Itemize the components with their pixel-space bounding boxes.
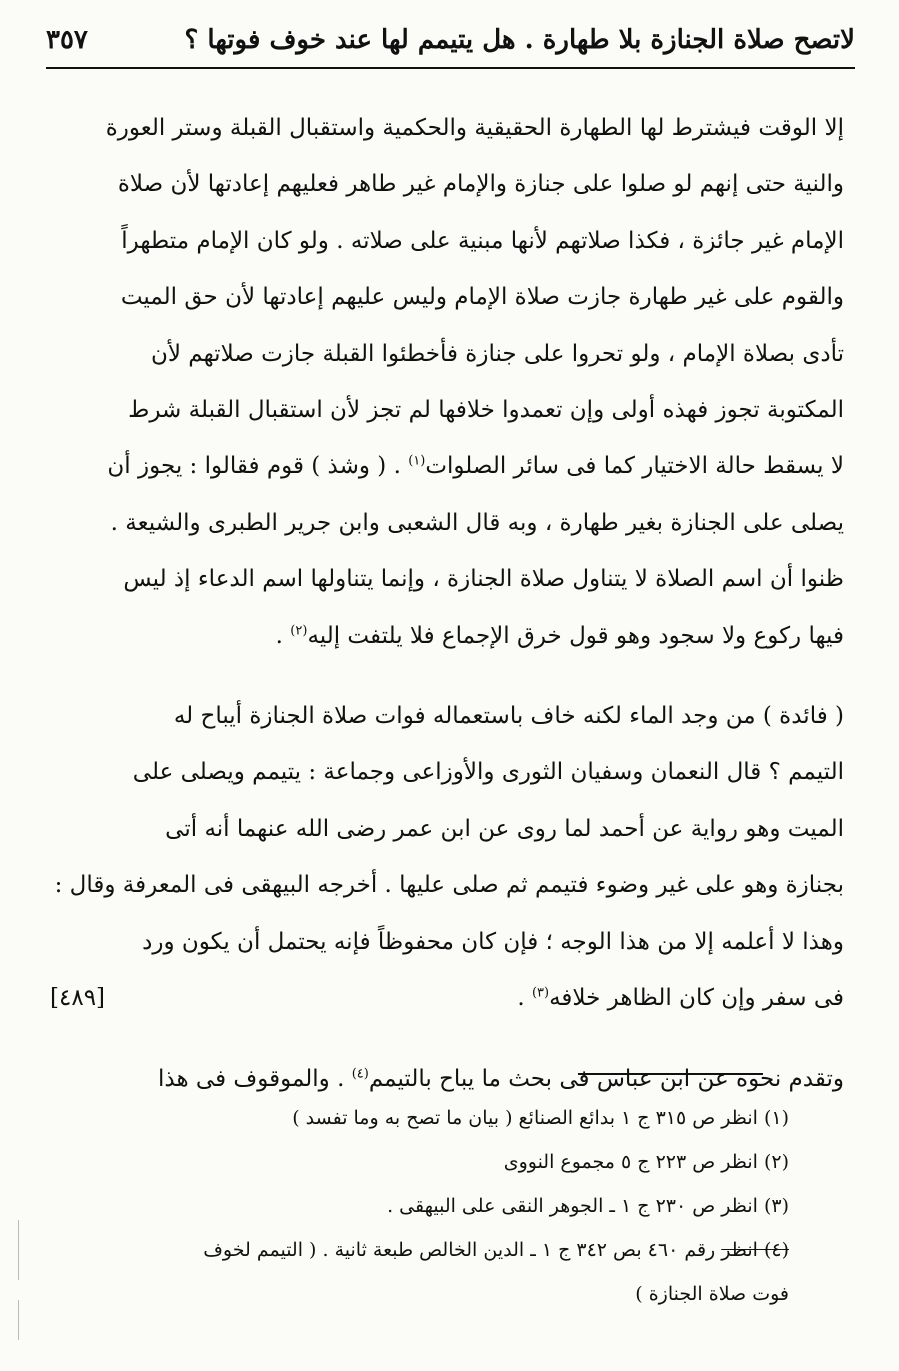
text-line: الميت وهو رواية عن أحمد لما روى عن ابن عمر رضى الله عنهما أنه أتى xyxy=(165,815,844,842)
footnote-ref: (٤) xyxy=(351,1065,369,1081)
text-segment: لا يسقط حالة الاختيار كما فى سائر الصلوات xyxy=(425,453,844,480)
footnote-ref: (٣) xyxy=(531,985,550,1001)
text-line: التيمم ؟ قال النعمان وسفيان الثورى والأوزاعى وجماعة : يتيمم ويصلى على xyxy=(132,759,844,786)
text-segment: وتقدم نحوه عن ابن عباس فى بحث ما يباح بالتيمم xyxy=(368,1065,844,1092)
running-title: لاتصح صلاة الجنازة بلا طهارة . هل يتيمم لها عند خوف فوتها ؟ xyxy=(184,25,855,55)
text-line: ( فائدة ) من وجد الماء لكنه خاف باستعماله فوات صلاة الجنازة أيباح له xyxy=(173,703,844,730)
text-segment: . xyxy=(517,985,532,1012)
footnote: (٣) انظر ص ٢٣٠ ج ١ ـ الجوهر النقى على البيهقى . xyxy=(387,1195,789,1217)
scan-edge-mark xyxy=(18,1220,19,1280)
text-line: الإمام غير جائزة ، فكذا صلاتهم لأنها مبنية على صلاته . ولو كان الإمام متطهراً xyxy=(121,227,844,254)
text-segment: . xyxy=(275,622,291,649)
scan-edge-mark xyxy=(18,1300,19,1340)
text-line: بجنازة وهو على غير وضوء فتيمم ثم صلى عليها . أخرجه البيهقى فى المعرفة وقال : xyxy=(54,872,844,899)
text-segment: رقم ٤٦٠ بص ٣٤٢ ج ١ ـ الدين الخالص طبعة ثانية . ( التيمم لخوف xyxy=(203,1239,722,1261)
footnote: (٢) انظر ص ٢٢٣ ج ٥ مجموع النووى xyxy=(503,1151,789,1173)
text-line: المكتوبة تجوز فهذه أولى وإن تعمدوا خلافها لم تجز لأن استقبال القبلة شرط xyxy=(128,397,844,424)
header-rule xyxy=(46,67,855,69)
footnote-ref: (٢) xyxy=(290,623,308,638)
footnote: (١) انظر ص ٣١٥ ج ١ بدائع الصنائع ( بيان ما تصح به وما تفسد ) xyxy=(292,1107,789,1129)
footnote-ref: (١) xyxy=(408,453,426,469)
page-number: ٣٥٧ xyxy=(46,25,88,55)
text-line: ظنوا أن اسم الصلاة لا يتناول صلاة الجنازة ، وإنما يتناولها اسم الدعاء إذ ليس xyxy=(123,566,844,593)
text-segment: فى سفر وإن كان الظاهر خلافه xyxy=(549,985,844,1012)
main-text xyxy=(50,100,844,1107)
text-line: إلا الوقت فيشترط لها الطهارة الحقيقية والحكمية واستقبال القبلة وستر العورة xyxy=(105,115,844,141)
text-line: والقوم على غير طهارة جازت صلاة الإمام وليس عليهم إعادتها لأن حق الميت xyxy=(120,284,844,311)
text-line: والنية حتى إنهم لو صلوا على جنازة والإمام غير طاهر فعليهم إعادتها لأن صلاة xyxy=(117,171,844,198)
text-segment: فيها ركوع ولا سجود وهو قول خرق الإجماع فلا يلتفت إليه xyxy=(307,622,844,649)
text-line xyxy=(50,438,844,494)
page-header xyxy=(46,18,855,62)
struck-text: (٤) انظر xyxy=(721,1239,789,1261)
footnote-rule xyxy=(578,1073,763,1075)
text-line: وهذا لا أعلمه إلا من هذا الوجه ؛ فإن كان محفوظاً فإنه يحتمل أن يكون ورد xyxy=(142,928,844,955)
source-page-marker: [٤٨٩] xyxy=(50,985,106,1012)
text-line: تأدى بصلاة الإمام ، ولو تحروا على جنازة فأخطئوا القبلة جازت صلاتهم لأن xyxy=(150,340,844,367)
text-segment: . والموقوف فى هذا xyxy=(158,1065,352,1092)
text-segment: . ( وشذ ) قوم فقالوا : يجوز أن xyxy=(107,453,409,480)
footnotes xyxy=(50,1096,789,1316)
text-line: يصلى على الجنازة بغير طهارة ، وبه قال الشعبى وابن جرير الطبرى والشيعة . xyxy=(110,509,844,536)
text-line xyxy=(50,970,844,1026)
text-line xyxy=(50,608,844,664)
footnote: فوت صلاة الجنازة ) xyxy=(635,1283,789,1305)
footnote xyxy=(50,1228,789,1272)
